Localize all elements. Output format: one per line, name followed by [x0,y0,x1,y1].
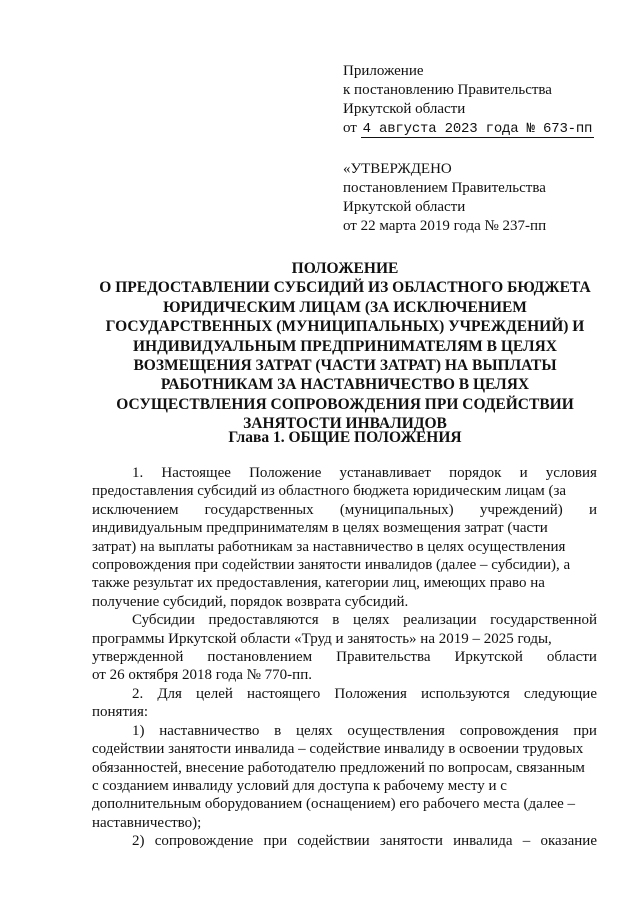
text-segment: предоставляются [208,612,319,629]
text-segment: сопровождения [459,722,559,739]
approved-line: постановлением Правительства [343,180,546,196]
annex-date-value: 4 августа 2023 года № 673-пп [362,121,593,137]
text-segment: Настоящее [161,465,231,481]
text-line [92,722,597,740]
text-line [92,685,597,703]
title-line: ЮРИДИЧЕСКИМ ЛИЦАМ (ЗА ИСКЛЮЧЕНИЕМ [163,298,527,316]
annex-date-prefix: от [343,120,357,136]
text-segment: индивидуальным предпринимателям в целях возмещения затрат (части [92,520,548,537]
text-line [92,832,597,850]
text-segment: утвержденной [92,649,184,666]
approved-line: «УТВЕРЖДЕНО [343,161,452,177]
text-segment: содействии [297,833,370,850]
text-line [92,611,597,629]
text-segment: 1) [132,722,145,739]
text-line [92,648,597,666]
text-segment: сопровождение [154,833,254,850]
approved-block [343,160,546,236]
text-line [92,482,597,500]
text-segment: Иркутской [454,649,523,666]
text-segment: целей [196,685,233,702]
text-segment: наставничество); [92,814,202,831]
text-line [92,703,597,721]
title-line: ЗАНЯТОСТИ ИНВАЛИДОВ [243,415,447,433]
text-segment: обязанностей, внесение работодателю предложений по вопросам, связанным [92,759,585,776]
approved-line: Иркутской области [343,199,466,215]
title-line: ГОСУДАРСТВЕННЫХ (МУНИЦИПАЛЬНЫХ) УЧРЕЖДЕНИЙ) И [105,318,585,336]
text-line [92,556,597,574]
text-line [92,519,597,537]
title-line: ОСУЩЕСТВЛЕНИЯ СОПРОВОЖДЕНИЯ ПРИ СОДЕЙСТВИИ [116,395,574,413]
annex-date-line [343,119,594,139]
text-segment: наставничество [159,722,260,739]
text-segment: настоящего [246,685,321,702]
text-segment: Правительства [336,649,431,666]
text-segment: оказание [540,833,597,850]
chapter-heading: Глава 1. ОБЩИЕ ПОЛОЖЕНИЯ [228,429,462,446]
text-line [92,777,597,795]
annex-block [343,62,594,139]
approved-line: от 22 марта 2019 года № 237-пп [343,218,547,234]
text-segment: понятия: [92,704,149,721]
text-segment: программы Иркутской области «Труд и занятость» на 2019 – 2025 годы, [92,630,552,647]
text-segment: исключением [92,501,179,518]
text-segment: (муниципальных) [339,501,454,518]
text-line [92,574,597,592]
text-line [92,814,597,832]
text-line [92,538,597,556]
text-segment: с созданием инвалиду условий для доступа к рабочему месту и с [92,777,507,794]
text-segment: и [588,501,597,518]
text-segment: и [519,465,528,481]
text-segment: устанавливает [339,465,431,481]
text-line [92,464,597,482]
title-line: О ПРЕДОСТАВЛЕНИИ СУБСИДИЙ ИЗ ОБЛАСТНОГО БЮДЖЕТА [99,279,591,297]
text-line [92,593,597,611]
text-segment: постановлением [207,649,313,666]
text-segment: 2. [132,685,144,702]
annex-line: к постановлению Правительства [343,82,552,98]
text-segment: 2) [132,833,145,850]
text-segment: области [546,649,597,666]
text-segment: используются [420,685,510,702]
annex-line: Приложение [343,63,424,79]
body-text [92,464,597,851]
title-line: ВОЗМЕЩЕНИЯ ЗАТРАТ (ЧАСТИ ЗАТРАТ) НА ВЫПЛАТЫ [133,357,557,375]
text-segment: целях [352,612,390,629]
title-line: РАБОТНИКАМ ЗА НАСТАВНИЧЕСТВО В ЦЕЛЯХ [160,376,530,394]
text-segment: в [332,612,340,629]
annex-line: Иркутской области [343,101,466,117]
text-segment: следующие [523,685,597,702]
text-segment: затрат) на выплаты работникам за наставничество в целях осуществления [92,538,566,555]
text-segment: – [522,833,531,850]
text-segment: учреждений) [479,501,563,518]
text-line [92,630,597,648]
text-segment: Для [157,685,182,702]
text-segment: Субсидии [132,612,195,629]
text-segment: Положения [334,685,407,702]
text-segment: реализации [403,612,477,629]
text-segment: целях [296,722,333,739]
text-segment: 1. [132,465,144,481]
text-segment: условия [545,465,597,481]
title-line: ИНДИВИДУАЛЬНЫМ ПРЕДПРИНИМАТЕЛЯМ В ЦЕЛЯХ [132,337,557,355]
text-segment: государственных [204,501,314,518]
text-segment: содействии занятости инвалида – содействие инвалиду в освоении трудовых [92,741,584,758]
text-segment: государственной [490,612,597,629]
text-segment: занятости [379,833,443,850]
text-segment: инвалида [453,833,513,850]
text-segment: дополнительным оборудованием (оснащением) его рабочего места (далее – [92,796,575,813]
text-segment: в [274,722,282,739]
text-line [92,795,597,813]
document-title [80,259,610,434]
text-segment: от 26 октября 2018 года № 770-пп. [92,667,312,684]
text-segment: при [263,833,288,850]
text-segment: Положение [249,465,322,481]
title-line: ПОЛОЖЕНИЕ [291,260,399,277]
text-segment: также результат их предоставления, категории лиц, имеющих право на [92,575,545,592]
text-line [92,740,597,758]
text-segment: осуществления [347,722,445,739]
text-segment: сопровождения при содействии занятости инвалидов (далее – субсидии), а [92,557,571,574]
text-segment: при [573,722,597,739]
text-line [92,501,597,519]
text-segment: получение субсидий, порядок возврата субсидий. [92,593,409,610]
text-line [92,759,597,777]
text-segment: порядок [449,465,502,481]
text-segment: предоставления субсидий из областного бюджета юридическим лицам (за [92,483,567,500]
text-line [92,666,597,684]
